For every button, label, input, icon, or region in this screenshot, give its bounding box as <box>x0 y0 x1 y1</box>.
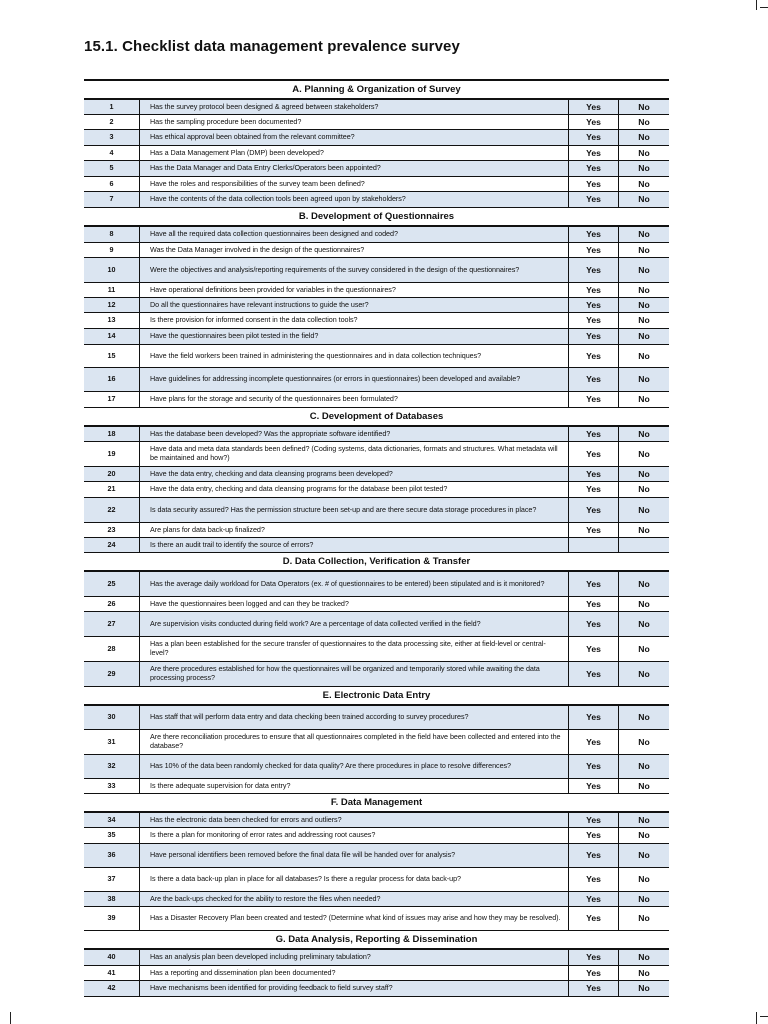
section-header: G. Data Analysis, Reporting & Dissemination <box>84 931 669 950</box>
question-text: Has a plan been established for the secure transfer of questionnaires to the data processing site, either at field-level or central-level? <box>140 637 569 661</box>
yes-cell: Yes <box>569 467 619 481</box>
item-number: 34 <box>84 813 140 827</box>
item-number: 5 <box>84 161 140 176</box>
table-row <box>84 192 669 208</box>
yes-cell: Yes <box>569 482 619 497</box>
yes-cell: Yes <box>569 368 619 391</box>
question-text: Has a Data Management Plan (DMP) been developed? <box>140 146 569 160</box>
yes-cell: Yes <box>569 392 619 407</box>
question-text: Has the sampling procedure been documented? <box>140 115 569 129</box>
table-row <box>84 482 669 498</box>
yes-cell: Yes <box>569 755 619 778</box>
item-number: 1 <box>84 100 140 114</box>
question-text: Have the roles and responsibilities of the survey team been defined? <box>140 177 569 191</box>
crop-mark-top-right-v <box>756 0 757 10</box>
item-number: 14 <box>84 329 140 344</box>
no-cell: No <box>638 618 650 629</box>
table-row <box>84 755 669 779</box>
yes-cell: Yes <box>569 227 619 242</box>
table-row <box>84 498 669 523</box>
table-row <box>84 612 669 637</box>
yes-cell: Yes <box>569 498 619 522</box>
question-text: Are supervision visits conducted during field work? Are a percentage of data collected verified in the field? <box>140 612 569 636</box>
no-cell: No <box>638 504 650 515</box>
question-text: Has staff that will perform data entry and data checking been trained according to survey procedures? <box>140 706 569 729</box>
checklist-table <box>84 79 669 997</box>
question-text: Has ethical approval been obtained from the relevant committee? <box>140 130 569 145</box>
question-text: Has the database been developed? Was the appropriate software identified? <box>140 427 569 441</box>
no-cell: No <box>638 194 650 205</box>
item-number: 20 <box>84 467 140 481</box>
question-text: Have plans for the storage and security of the questionnaires been formulated? <box>140 392 569 407</box>
item-number: 38 <box>84 892 140 906</box>
question-text: Is there an audit trail to identify the source of errors? <box>140 538 569 552</box>
item-number: 36 <box>84 844 140 867</box>
item-number: 7 <box>84 192 140 207</box>
no-cell: No <box>638 830 650 841</box>
question-text: Have operational definitions been provided for variables in the questionnaires? <box>140 283 569 297</box>
item-number: 39 <box>84 907 140 930</box>
table-row <box>84 730 669 755</box>
question-text: Has the electronic data been checked for errors and outliers? <box>140 813 569 827</box>
no-cell <box>619 538 669 552</box>
table-row <box>84 115 669 130</box>
no-cell: No <box>638 350 650 361</box>
question-text: Was the Data Manager involved in the design of the questionnaires? <box>140 243 569 257</box>
question-text: Is data security assured? Has the permission structure been set-up and are there secure data storage procedures in place? <box>140 498 569 522</box>
item-number: 26 <box>84 597 140 611</box>
item-number: 42 <box>84 981 140 996</box>
table-row <box>84 597 669 612</box>
item-number: 25 <box>84 572 140 596</box>
yes-cell: Yes <box>569 572 619 596</box>
yes-cell: Yes <box>569 950 619 965</box>
no-cell: No <box>638 163 650 174</box>
yes-cell: Yes <box>569 907 619 930</box>
no-cell: No <box>638 780 650 791</box>
no-cell: No <box>638 952 650 963</box>
yes-cell: Yes <box>569 427 619 441</box>
question-text: Are there reconciliation procedures to ensure that all questionnaires completed in the field have been collected and entered into the database? <box>140 730 569 754</box>
crop-mark-top-right-h <box>760 7 768 8</box>
question-text: Are there procedures established for how the questionnaires will be organized and temporarily stored while awaiting the data processing process? <box>140 662 569 686</box>
no-cell: No <box>638 484 650 495</box>
question-text: Are plans for data back-up finalized? <box>140 523 569 537</box>
question-text: Is there a plan for monitoring of error rates and addressing root causes? <box>140 828 569 843</box>
item-number: 13 <box>84 313 140 328</box>
table-row <box>84 467 669 482</box>
question-text: Has an analysis plan been developed including preliminary tabulation? <box>140 950 569 965</box>
table-row <box>84 813 669 828</box>
yes-cell: Yes <box>569 146 619 160</box>
section-header: F. Data Management <box>84 794 669 813</box>
item-number: 11 <box>84 283 140 297</box>
item-number: 10 <box>84 258 140 282</box>
table-row <box>84 523 669 538</box>
table-row <box>84 538 669 553</box>
table-row <box>84 572 669 597</box>
yes-cell: Yes <box>569 966 619 980</box>
item-number: 6 <box>84 177 140 191</box>
item-number: 8 <box>84 227 140 242</box>
item-number: 30 <box>84 706 140 729</box>
item-number: 37 <box>84 868 140 891</box>
question-text: Have personal identifiers been removed before the final data file will be handed over for analysis? <box>140 844 569 867</box>
question-text: Is there adequate supervision for data entry? <box>140 779 569 793</box>
no-cell: No <box>638 116 650 127</box>
yes-cell: Yes <box>569 177 619 191</box>
section-header: D. Data Collection, Verification & Transfer <box>84 553 669 572</box>
no-cell: No <box>638 428 650 439</box>
no-cell: No <box>638 668 650 679</box>
table-row <box>84 161 669 177</box>
no-cell: No <box>638 264 650 275</box>
yes-cell: Yes <box>569 706 619 729</box>
table-row <box>84 779 669 794</box>
yes-cell: Yes <box>569 662 619 686</box>
table-row <box>84 345 669 368</box>
yes-cell: Yes <box>569 597 619 611</box>
yes-cell: Yes <box>569 161 619 176</box>
crop-mark-bottom-right-h <box>760 1016 768 1017</box>
question-text: Is there provision for informed consent in the data collection tools? <box>140 313 569 328</box>
yes-cell: Yes <box>569 283 619 297</box>
yes-cell: Yes <box>569 313 619 328</box>
question-text: Do all the questionnaires have relevant instructions to guide the user? <box>140 298 569 312</box>
no-cell: No <box>638 468 650 479</box>
yes-cell: Yes <box>569 298 619 312</box>
yes-cell: Yes <box>569 981 619 996</box>
table-row <box>84 662 669 687</box>
table-row <box>84 283 669 298</box>
no-cell: No <box>638 913 650 924</box>
item-number: 24 <box>84 538 140 552</box>
yes-cell: Yes <box>569 779 619 793</box>
yes-cell: Yes <box>569 115 619 129</box>
table-row <box>84 706 669 730</box>
yes-cell: Yes <box>569 345 619 367</box>
item-number: 29 <box>84 662 140 686</box>
item-number: 33 <box>84 779 140 793</box>
no-cell: No <box>638 448 650 459</box>
yes-cell: Yes <box>569 192 619 207</box>
no-cell: No <box>638 598 650 609</box>
table-row <box>84 907 669 931</box>
table-row <box>84 313 669 329</box>
no-cell: No <box>638 761 650 772</box>
no-cell: No <box>638 374 650 385</box>
section-header: A. Planning & Organization of Survey <box>84 81 669 100</box>
table-row <box>84 981 669 997</box>
no-cell: No <box>638 394 650 405</box>
question-text: Has 10% of the data been randomly checked for data quality? Are there procedures in place to resolve differences? <box>140 755 569 778</box>
no-cell: No <box>638 132 650 143</box>
item-number: 2 <box>84 115 140 129</box>
item-number: 27 <box>84 612 140 636</box>
table-row <box>84 868 669 892</box>
table-row <box>84 100 669 115</box>
yes-cell: Yes <box>569 730 619 754</box>
yes-cell: Yes <box>569 813 619 827</box>
no-cell: No <box>638 643 650 654</box>
item-number: 28 <box>84 637 140 661</box>
item-number: 17 <box>84 392 140 407</box>
question-text: Have the field workers been trained in administering the questionnaires and in data collection techniques? <box>140 345 569 367</box>
no-cell: No <box>638 284 650 295</box>
question-text: Have guidelines for addressing incomplete questionnaires (or errors in questionnaires) been developed and available? <box>140 368 569 391</box>
item-number: 31 <box>84 730 140 754</box>
question-text: Have mechanisms been identified for providing feedback to field survey staff? <box>140 981 569 996</box>
item-number: 18 <box>84 427 140 441</box>
no-cell: No <box>638 967 650 978</box>
no-cell: No <box>638 814 650 825</box>
crop-mark-bottom-left-v <box>10 1012 11 1024</box>
no-cell: No <box>638 893 650 904</box>
table-row <box>84 146 669 161</box>
yes-cell: Yes <box>569 868 619 891</box>
table-row <box>84 427 669 442</box>
no-cell: No <box>638 101 650 112</box>
page-title: 15.1. Checklist data management prevalence survey <box>84 38 460 55</box>
item-number: 41 <box>84 966 140 980</box>
table-row <box>84 177 669 192</box>
yes-cell: Yes <box>569 523 619 537</box>
question-text: Is there a data back-up plan in place for all databases? Is there a regular process for data back-up? <box>140 868 569 891</box>
table-row <box>84 637 669 662</box>
question-text: Has the Data Manager and Data Entry Clerks/Operators been appointed? <box>140 161 569 176</box>
no-cell: No <box>638 524 650 535</box>
table-row <box>84 442 669 467</box>
yes-cell: Yes <box>569 329 619 344</box>
yes-cell: Yes <box>569 844 619 867</box>
question-text: Have all the required data collection questionnaires been designed and coded? <box>140 227 569 242</box>
table-row <box>84 130 669 146</box>
no-cell: No <box>638 229 650 240</box>
section-header: E. Electronic Data Entry <box>84 687 669 706</box>
table-row <box>84 329 669 345</box>
no-cell: No <box>638 331 650 342</box>
item-number: 15 <box>84 345 140 367</box>
question-text: Have data and meta data standards been defined? (Coding systems, data dictionaries, formats and structures. What metadata will be maintained and how?) <box>140 442 569 466</box>
no-cell: No <box>638 983 650 994</box>
question-text: Has a reporting and dissemination plan been documented? <box>140 966 569 980</box>
yes-cell <box>569 538 619 552</box>
question-text: Are the back-ups checked for the ability to restore the files when needed? <box>140 892 569 906</box>
item-number: 21 <box>84 482 140 497</box>
item-number: 9 <box>84 243 140 257</box>
crop-mark-bottom-right-v <box>756 1012 757 1024</box>
no-cell: No <box>638 736 650 747</box>
no-cell: No <box>638 178 650 189</box>
yes-cell: Yes <box>569 612 619 636</box>
table-row <box>84 243 669 258</box>
table-row <box>84 227 669 243</box>
item-number: 4 <box>84 146 140 160</box>
question-text: Have the questionnaires been pilot tested in the field? <box>140 329 569 344</box>
no-cell: No <box>638 850 650 861</box>
item-number: 40 <box>84 950 140 965</box>
question-text: Has the average daily workload for Data Operators (ex. # of questionnaires to be entered) been stipulated and is it monitored? <box>140 572 569 596</box>
table-row <box>84 966 669 981</box>
question-text: Were the objectives and analysis/reporting requirements of the survey considered in the design of the questionnaires? <box>140 258 569 282</box>
table-row <box>84 258 669 283</box>
no-cell: No <box>638 578 650 589</box>
table-row <box>84 298 669 313</box>
item-number: 35 <box>84 828 140 843</box>
table-row <box>84 828 669 844</box>
question-text: Have the contents of the data collection tools been agreed upon by stakeholders? <box>140 192 569 207</box>
no-cell: No <box>638 315 650 326</box>
item-number: 3 <box>84 130 140 145</box>
table-row <box>84 844 669 868</box>
question-text: Has a Disaster Recovery Plan been created and tested? (Determine what kind of issues may arise and how they may be resolved). <box>140 907 569 930</box>
yes-cell: Yes <box>569 637 619 661</box>
item-number: 22 <box>84 498 140 522</box>
table-row <box>84 892 669 907</box>
section-header: B. Development of Questionnaires <box>84 208 669 227</box>
no-cell: No <box>638 147 650 158</box>
question-text: Have the data entry, checking and data cleansing programs been developed? <box>140 467 569 481</box>
yes-cell: Yes <box>569 243 619 257</box>
yes-cell: Yes <box>569 100 619 114</box>
no-cell: No <box>638 712 650 723</box>
no-cell: No <box>638 244 650 255</box>
yes-cell: Yes <box>569 828 619 843</box>
yes-cell: Yes <box>569 892 619 906</box>
table-row <box>84 392 669 408</box>
item-number: 16 <box>84 368 140 391</box>
question-text: Have the data entry, checking and data cleansing programs for the database been pilot tested? <box>140 482 569 497</box>
question-text: Has the survey protocol been designed & agreed between stakeholders? <box>140 100 569 114</box>
table-row <box>84 950 669 966</box>
no-cell: No <box>638 874 650 885</box>
no-cell: No <box>638 299 650 310</box>
yes-cell: Yes <box>569 442 619 466</box>
table-row <box>84 368 669 392</box>
item-number: 23 <box>84 523 140 537</box>
item-number: 19 <box>84 442 140 466</box>
section-header: C. Development of Databases <box>84 408 669 427</box>
item-number: 12 <box>84 298 140 312</box>
yes-cell: Yes <box>569 130 619 145</box>
yes-cell: Yes <box>569 258 619 282</box>
item-number: 32 <box>84 755 140 778</box>
question-text: Have the questionnaires been logged and can they be tracked? <box>140 597 569 611</box>
